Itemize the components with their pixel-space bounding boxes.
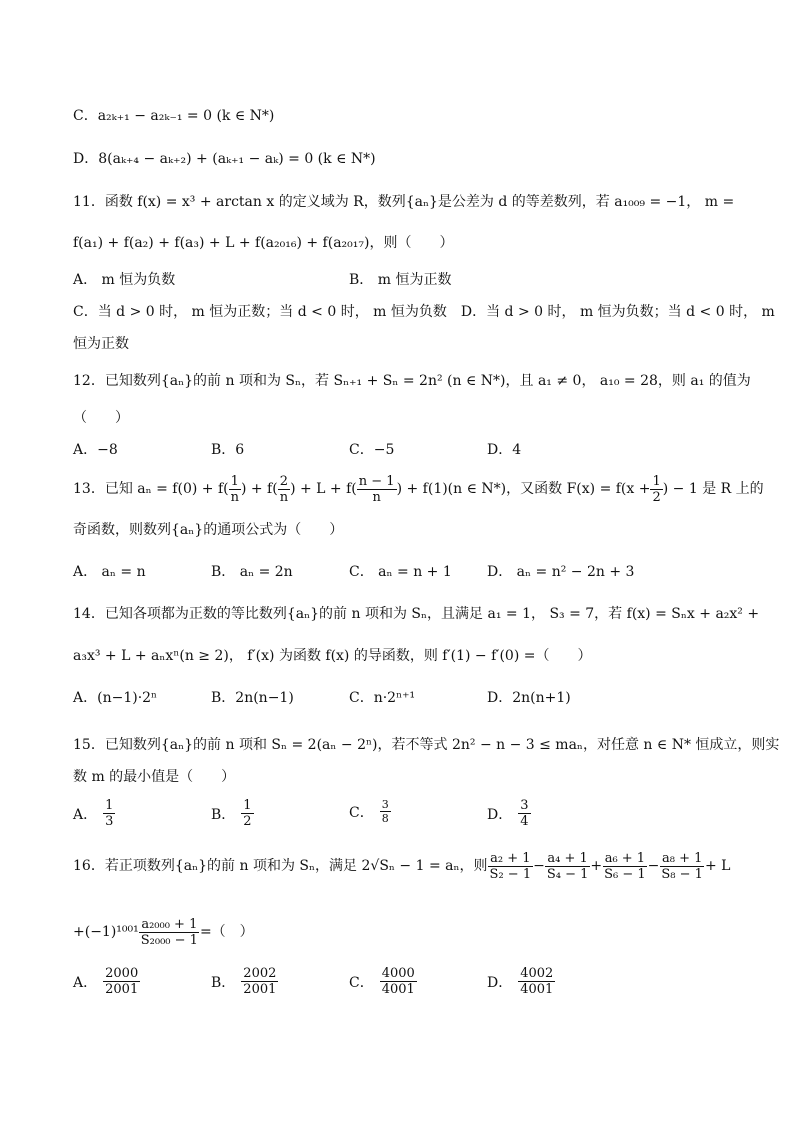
q16-term-1-num: a₂ + 1 [490,850,531,866]
q15-option-d-den: 4 [520,814,529,829]
q13-frac-2-den: n [279,489,289,505]
q13-frac-4-num: 1 [652,473,661,489]
q16-option-a [73,966,140,997]
q13-frac-1-den: n [230,489,239,505]
q16-option-c [349,966,417,997]
q16-stem-line2 [73,914,254,950]
q11-options-ab [73,270,794,290]
q15-option-c [349,798,391,825]
q10-option-c: C．a₂ₖ₊₁ − a₂ₖ₋₁ = 0 (k ∈ N*) [73,108,275,124]
q16-option-a-num: 2000 [105,966,139,981]
q15-stem-line1: 15．已知数列{aₙ}的前 n 项和 Sₙ = 2(aₙ − 2ⁿ)，若不等式 2n² − n − 3 ≤ maₙ，对任意 n ∈ N* 恒成立，则实 [73,737,780,753]
q16-term-4 [659,851,705,882]
q16-sign-3: − [647,858,660,874]
q15-option-a-num: 1 [105,798,114,813]
q16-term-last-num: a₂₀₀₀ + 1 [141,916,198,932]
q15-option-b-den: 2 [243,814,252,829]
q13-stem-line1 [73,472,764,506]
q13-text-b: ) + f( [240,481,278,497]
q16-term-last [139,917,200,948]
q10-option-d: D．8(aₖ₊₄ − aₖ₊₂) + (aₖ₊₁ − aₖ) = 0 (k ∈ N*) [73,151,376,167]
q16-term-1 [488,851,534,882]
q13-frac-2 [278,474,290,505]
q12-stem-line1: 12．已知数列{aₙ}的前 n 项和为 Sₙ，若 Sₙ₊₁ + Sₙ = 2n² (n ∈ N*)，且 a₁ ≠ 0， a₁₀ = 28，则 a₁ 的值为 [73,373,751,389]
q13-frac-4-den: 2 [652,489,661,505]
q15-option-d [487,798,531,829]
q16-stem-line1 [73,848,730,884]
q13-text-e: ) − 1 是 R 上的 [662,481,764,497]
q14-option-b: B．2n(n−1) [211,690,294,706]
q15-option-a-label: A． [73,806,98,823]
q16-term-3-num: a₆ + 1 [604,850,646,866]
q16-term-3-den: S₆ − 1 [604,866,646,882]
q12-options [73,440,794,460]
q15-option-b-label: B． [211,806,236,823]
q16-sign-1: − [533,858,545,874]
q12-stem-line2: （ ） [73,410,129,426]
q12-option-c: C．−5 [349,442,395,458]
q16-option-d-den: 4001 [520,982,554,997]
q14-stem-line1: 14．已知各项都为正数的等比数列{aₙ}的前 n 项和为 Sₙ，且满足 a₁ = 1， S₃ = 7，若 f(x) = Sₙx + a₂x² + [73,606,760,622]
q16-option-c-label: C． [349,974,374,991]
q16-term-4-num: a₈ + 1 [661,850,703,866]
q15-stem-line2: 数 m 的最小值是（ ） [73,769,236,785]
q16-option-d [487,966,555,997]
q11-option-a: A． m 恒为负数 [73,272,176,288]
q13-options [73,562,794,582]
q14-option-a: A．(n−1)·2ⁿ [73,690,158,706]
q13-option-b: B． aₙ = 2n [211,564,293,580]
q13-option-a: A． aₙ = n [73,564,146,580]
q15-option-a-den: 3 [105,814,114,829]
q15-options [73,798,794,834]
q12-option-d: D．4 [487,442,522,458]
q13-text-c: ) + L + f( [290,481,357,497]
q11-option-b: B． m 恒为正数 [349,272,452,288]
q15-option-c-label: C． [349,804,374,821]
q16-option-d-label: D． [487,974,513,991]
q15-option-d-num: 3 [520,798,529,813]
q13-text-a: 13．已知 aₙ = f(0) + f( [73,481,229,497]
q11-stem-line1: 11．函数 f(x) = x³ + arctan x 的定义域为 R，数列{aₙ}是公差为 d 的等差数列，若 a₁₀₀₉ = −1， m = [73,194,735,210]
q14-options [73,688,794,708]
q13-frac-4 [650,474,662,505]
q15-option-b-num: 1 [243,798,252,813]
q13-frac-3 [357,474,397,505]
q11-stem-line2: f(a₁) + f(a₂) + f(a₃) + L + f(a₂₀₁₆) + f(a₂₀₁₇)，则（ ） [73,235,454,251]
q16-option-b-den: 2001 [243,982,277,997]
q16-sign-2: + [590,858,603,874]
q11-options-cd-cont: 恒为正数 [73,336,129,352]
q15-option-c-den: 8 [381,812,389,825]
q16-options [73,966,794,1002]
q16-option-d-num: 4002 [520,966,554,981]
q14-stem-line2: a₃x³ + L + aₙxⁿ(n ≥ 2)， f′(x) 为函数 f(x) 的导函数，则 f′(1) − f′(0) =（ ） [73,648,592,664]
q16-option-c-num: 4000 [381,966,415,981]
q16-term-2 [545,851,591,882]
q13-frac-3-den: n [372,489,381,505]
q16-text-c: +(−1)¹⁰⁰¹ [73,924,139,940]
q16-option-b-label: B． [211,974,236,991]
q16-term-3 [602,851,648,882]
q14-option-d: D．2n(n+1) [487,690,571,706]
q16-text-d: =（ ） [199,924,254,940]
q16-term-1-den: S₂ − 1 [489,866,532,882]
q16-term-2-num: a₄ + 1 [547,850,588,866]
q16-option-a-den: 2001 [105,982,139,997]
q15-option-a [73,798,115,829]
q13-option-d: D． aₙ = n² − 2n + 3 [487,564,635,580]
q16-term-2-den: S₄ − 1 [546,866,589,882]
q13-frac-2-num: 2 [279,473,289,489]
q16-term-last-den: S₂₀₀₀ − 1 [140,932,198,948]
q15-option-c-num: 3 [381,798,389,811]
q13-stem-line2: 奇函数，则数列{aₙ}的通项公式为（ ） [73,522,344,538]
q15-option-b [211,798,254,829]
q13-option-c: C． aₙ = n + 1 [349,564,452,580]
q13-frac-3-num: n − 1 [358,473,395,489]
q14-option-c: C．n·2ⁿ⁺¹ [349,690,416,706]
q16-term-4-den: S₈ − 1 [661,866,703,882]
q16-text-b: + L [704,858,731,874]
q16-text-a: 16．若正项数列{aₙ}的前 n 项和为 Sₙ，满足 2√Sₙ − 1 = aₙ，则 [73,858,488,874]
q16-option-b-num: 2002 [243,966,277,981]
q11-options-cd: C．当 d > 0 时， m 恒为正数；当 d < 0 时， m 恒为负数 D．当 d > 0 时， m 恒为负数；当 d < 0 时， m [73,304,775,320]
q15-option-d-label: D． [487,806,513,823]
q16-option-b [211,966,278,997]
q13-frac-1 [229,474,241,505]
q16-option-c-den: 4001 [381,982,415,997]
q12-option-b: B．6 [211,442,245,458]
q12-option-a: A．−8 [73,442,118,458]
q13-text-d: ) + f(1)(n ∈ N*)，又函数 F(x) = f(x + [396,481,651,497]
q13-frac-1-num: 1 [230,473,239,489]
q16-option-a-label: A． [73,974,98,991]
